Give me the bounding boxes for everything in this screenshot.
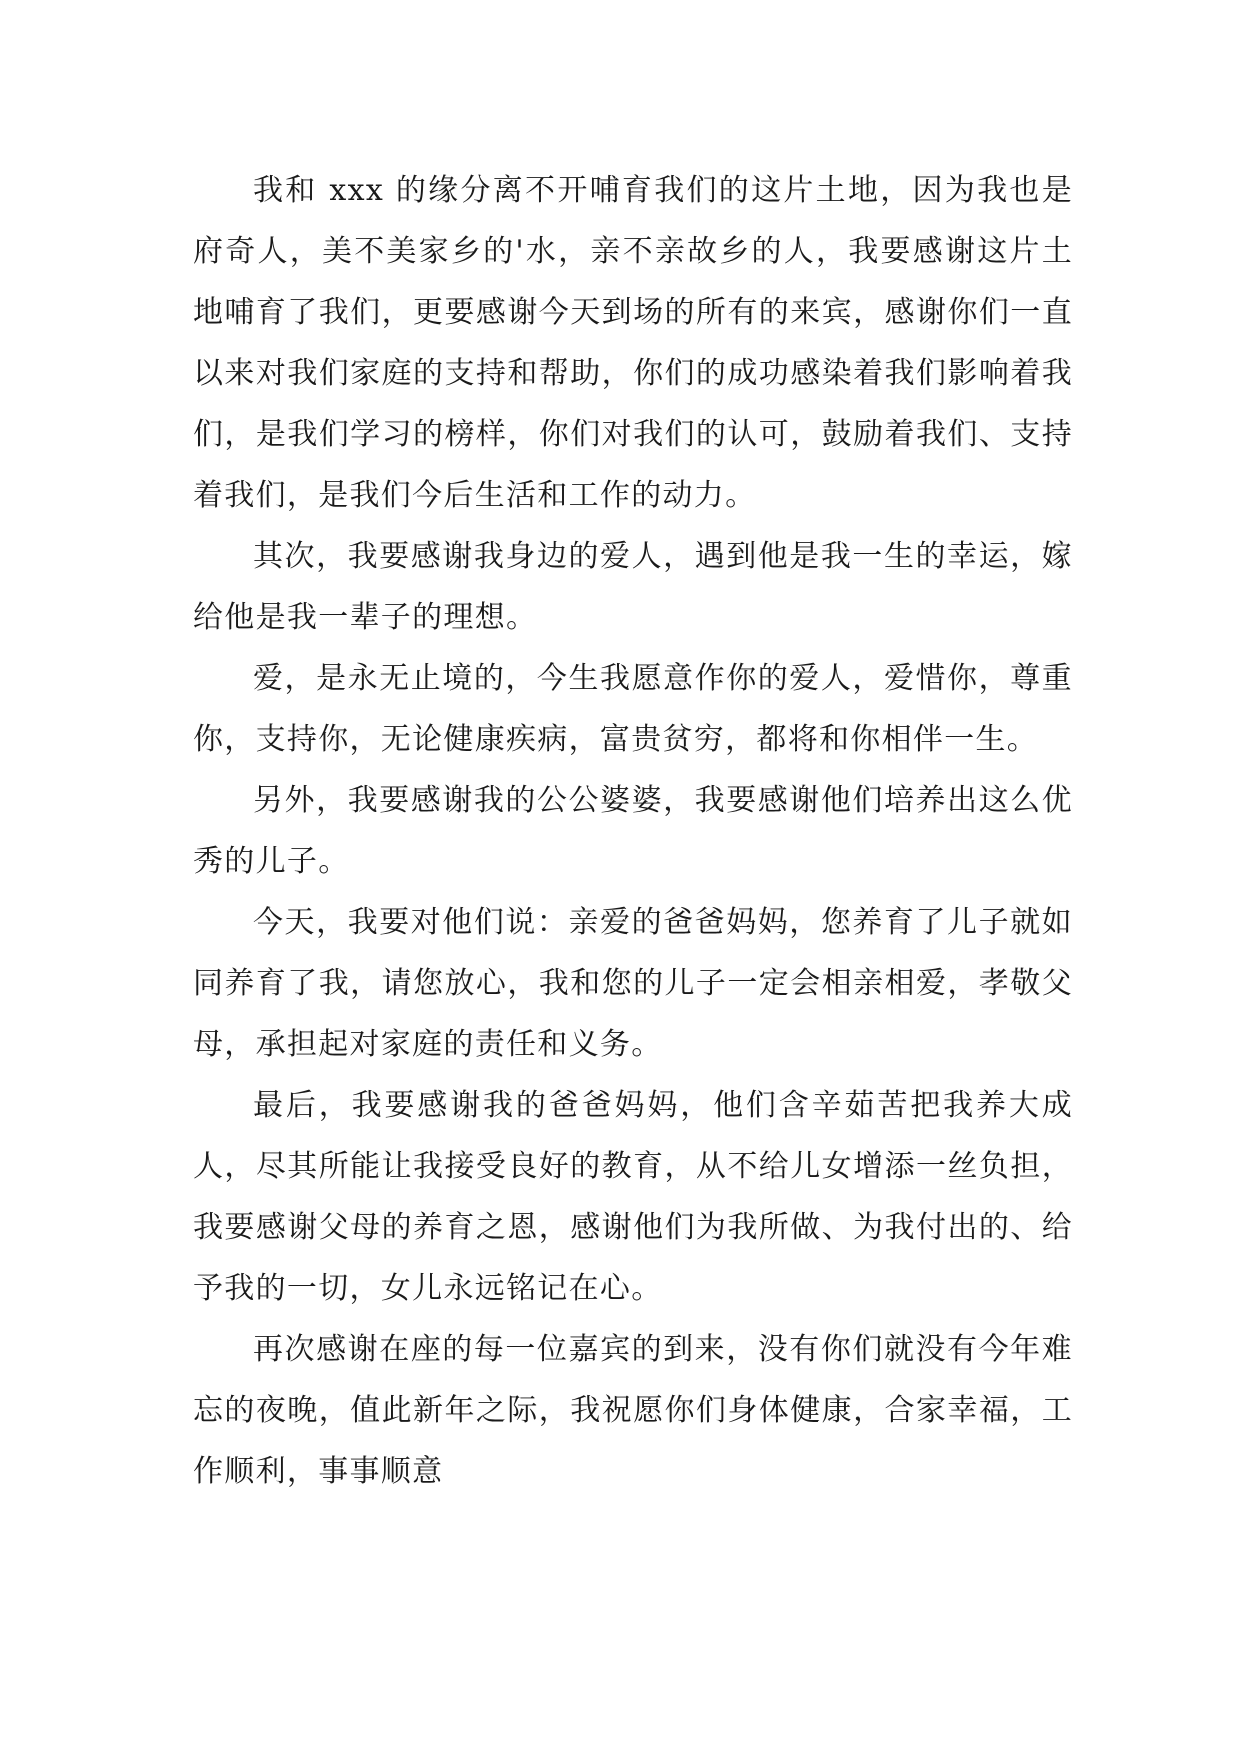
paragraph: 另外，我要感谢我的公公婆婆，我要感谢他们培养出这么优秀的儿子。 [193, 783, 1073, 879]
paragraph: 爱，是永无止境的，今生我愿意作你的爱人，爱惜你，尊重你，支持你，无论健康疾病，富贵贫穷，都将和你相伴一生。 [193, 661, 1073, 757]
paragraph: 再次感谢在座的每一位嘉宾的到来，没有你们就没有今年难忘的夜晚，值此新年之际，我祝愿你们身体健康，合家幸福，工作顺利，事事顺意 [193, 1332, 1073, 1489]
paragraph: 今天，我要对他们说：亲爱的爸爸妈妈，您养育了儿子就如同养育了我，请您放心，我和您的儿子一定会相亲相爱，孝敬父母，承担起对家庭的责任和义务。 [193, 905, 1073, 1062]
document-body [193, 160, 1073, 1502]
paragraph: 最后，我要感谢我的爸爸妈妈，他们含辛茹苦把我养大成人，尽其所能让我接受良好的教育，从不给儿女增添一丝负担，我要感谢父母的养育之恩，感谢他们为我所做、为我付出的、给予我的一切，女儿永远铭记在心。 [193, 1088, 1073, 1306]
paragraph: 其次，我要感谢我身边的爱人，遇到他是我一生的幸运，嫁给他是我一辈子的理想。 [193, 539, 1073, 635]
paragraph: 我和 xxx 的缘分离不开哺育我们的这片土地，因为我也是府奇人，美不美家乡的'水，亲不亲故乡的人，我要感谢这片土地哺育了我们，更要感谢今天到场的所有的来宾，感谢你们一直以来对我们家庭的支持和帮助，你们的成功感染着我们影响着我们，是我们学习的榜样，你们对我们的认可，鼓励着我们、支持着我们，是我们今后生活和工作的动力。 [193, 173, 1073, 513]
